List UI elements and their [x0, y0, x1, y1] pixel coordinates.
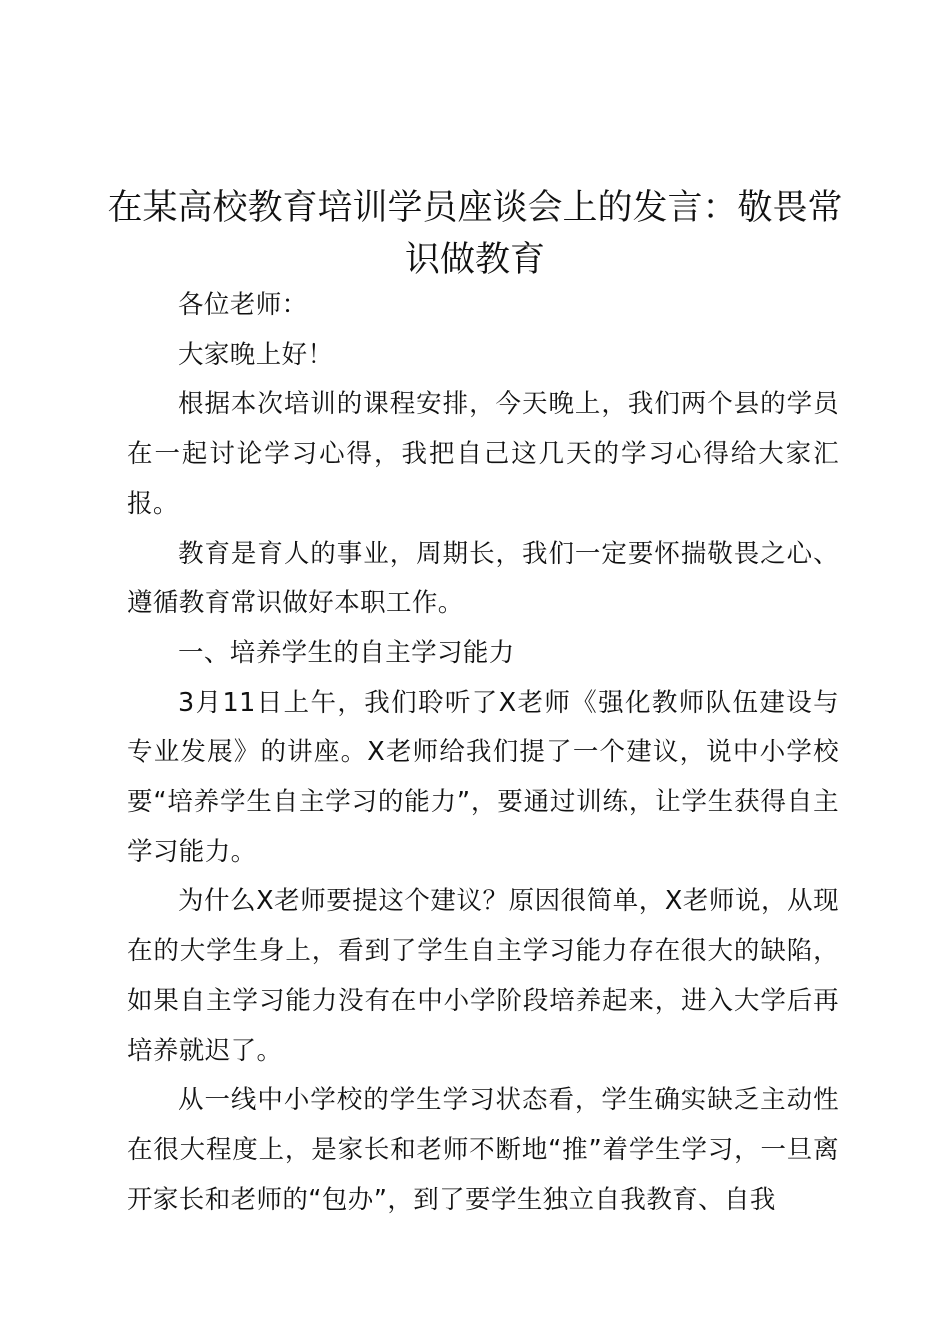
body-paragraph: 从一线中小学校的学生学习状态看，学生确实缺乏主动性在很大程度上，是家长和老师不断地“推”着学生学习，一旦离开家长和老师的“包办”，到了要学生独立自我教育、自我: [127, 1085, 839, 1215]
document-body: [127, 281, 839, 1225]
body-paragraph: 教育是育人的事业，周期长，我们一定要怀揣敬畏之心、遵循教育常识做好本职工作。: [127, 538, 839, 619]
body-paragraph: 根据本次培训的课程安排，今天晚上，我们两个县的学员在一起讨论学习心得，我把自己这几天的学习心得给大家汇报。: [127, 389, 839, 519]
section-heading: 一、培养学生的自主学习能力: [178, 637, 515, 668]
salutation: 各位老师：: [178, 290, 308, 320]
body-paragraph: 为什么X老师要提这个建议？原因很简单，X老师说，从现在的大学生身上，看到了学生自主学习能力存在很大的缺陷，如果自主学习能力没有在中小学阶段培养起来，进入大学后再培养就迟了。: [127, 886, 839, 1066]
document-title: 在某高校教育培训学员座谈会上的发言：敬畏常识做教育: [107, 188, 843, 280]
body-paragraph: 3月11日上午，我们聆听了X老师《强化教师队伍建设与专业发展》的讲座。X老师给我们提了一个建议，说中小学校要“培养学生自主学习的能力”，要通过训练，让学生获得自主学习能力。: [127, 687, 839, 867]
greeting: 大家晚上好！: [178, 339, 334, 370]
